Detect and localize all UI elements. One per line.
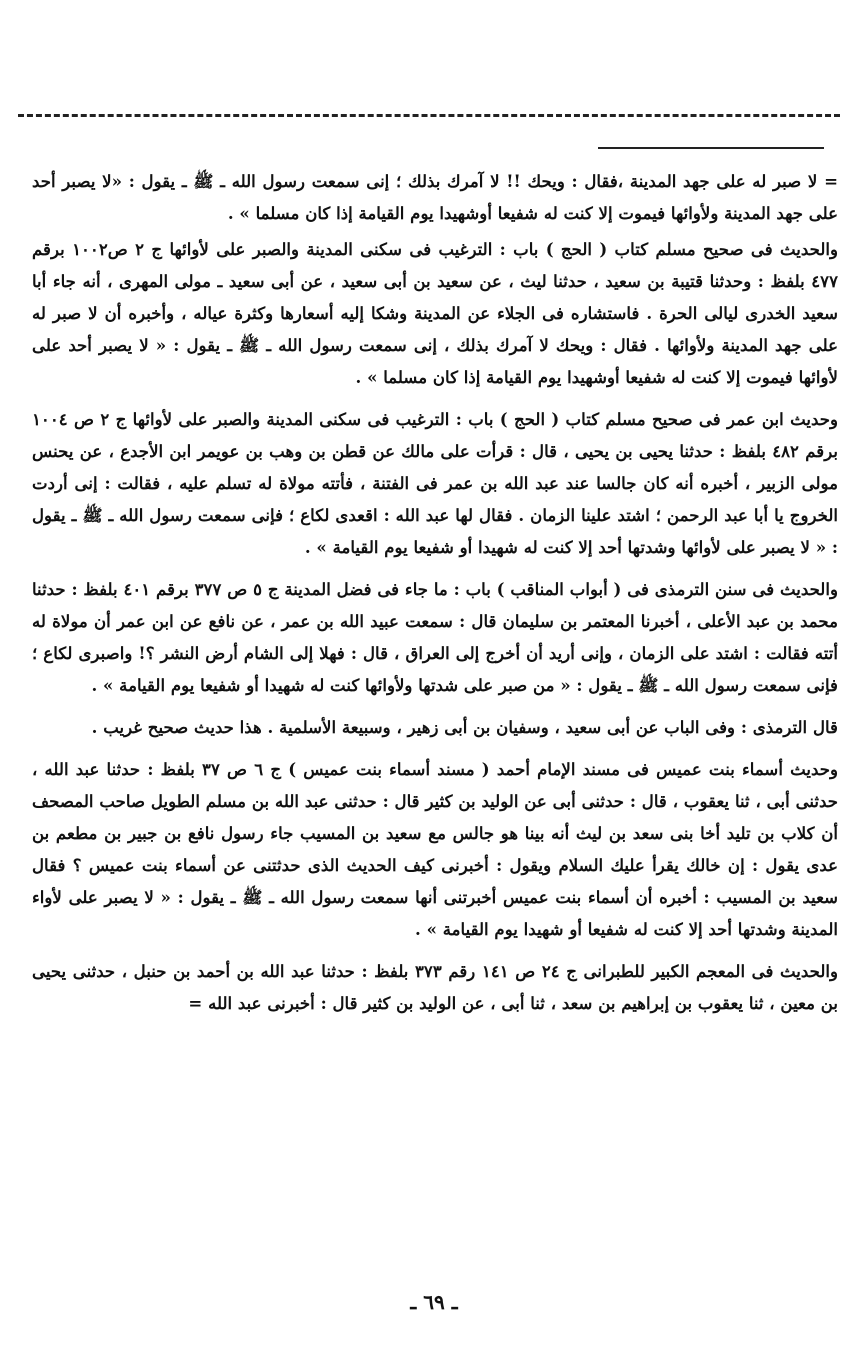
- footnote-paragraph: والحديث فى المعجم الكبير للطبرانى ج ٢٤ ص ١٤١ رقم ٣٧٣ بلفظ : حدثنا عبد الله بن أحمد بن حنبل ، حدثنى يحيى بن معين ، ثنا يعقوب بن إبراهيم بن سعد ، ثنا أبى ، عن الوليد بن كثير قال : أخبرنى عبد الله =: [32, 961, 838, 1013]
- footnote-paragraph: = لا صبر له على جهد المدينة ،فقال : ويحك !! لا آمرك بذلك ؛ إنى سمعت رسول الله ـ ﷺ ـ يقول : «لا يصبر أحد على جهد المدينة ولأوائها فيموت إلا كنت له شفيعا أوشهيدا يوم القيامة إذا كان مسلما » .: [32, 171, 838, 223]
- footnote-paragraph: والحديث فى سنن الترمذى فى ( أبواب المناقب ) باب : ما جاء فى فضل المدينة ج ٥ ص ٣٧٧ برقم ٤٠١ بلفظ : حدثنا محمد بن عبد الأعلى ، أخبرنا المعتمر بن سليمان قال : سمعت عبيد الله بن عمر ، عن نافع عن ابن عمر أن مولاة له أتته فقالت : اشتد على الزمان ، وإنى أريد أن أخرج إلى العراق ، قال : فهلا إلى الشام أرض النشر ؟! واصبرى لكاع ؛ فإنى سمعت رسول الله ـ ﷺ ـ يقول : « من صبر على شدتها ولأوائها كنت له شهيدا أو شفيعا يوم القيامة » .: [32, 579, 838, 695]
- footnote-paragraph: والحديث فى صحيح مسلم كتاب ( الحج ) باب : الترغيب فى سكنى المدينة والصبر على لأوائها ج ٢ ص١٠٠٢ برقم ٤٧٧ بلفظ : وحدثنا قتيبة بن سعيد ، حدثنا ليث ، عن سعيد بن أبى سعيد ، عن أبى سعيد ـ مولى المهرى ، أنه جاء أبا سعيد الخدرى ليالى الحرة . فاستشاره فى الجلاء عن المدينة وشكا إليه أسعارها وكثرة عياله ، وأخبره أن لا صبر له على جهد المدينة ولأوائها . فقال : ويحك لا آمرك بذلك ، إنى سمعت رسول الله ـ ﷺ ـ يقول : « لا يصبر أحد على لأوائها فيموت إلا كنت له شفيعا أوشهيدا يوم القيامة إذا كان مسلما » .: [32, 239, 839, 387]
- footnote-paragraph: وحديث ابن عمر فى صحيح مسلم كتاب ( الحج ) باب : الترغيب فى سكنى المدينة والصبر على لأوائها ج ٢ ص ١٠٠٤ برقم ٤٨٢ بلفظ : حدثنا يحيى بن يحيى ، قال : قرأت على مالك عن قطن بن وهب بن عويمر ابن الأجدع ، عن يحنس مولى الزبير ، أخبره أنه كان جالسا عند عبد الله بن عمر فى الفتنة ، فأتته مولاة له تسلم عليه ، فقالت : إنى أردت الخروج يا أبا عبد الرحمن ؛ اشتد علينا الزمان . فقال لها عبد الله : اقعدى لكاع ؛ فإنى سمعت رسول الله ـ ﷺ ـ يقول : « لا يصبر على لأوائها وشدتها أحد إلا كنت له شهيدا أو شفيعا يوم القيامة » .: [32, 409, 838, 557]
- page-number: ـ ٦٩ ـ: [410, 1290, 458, 1314]
- footnote-separator-rule: [598, 147, 824, 149]
- footnote-paragraph: وحديث أسماء بنت عميس فى مسند الإمام أحمد ( مسند أسماء بنت عميس ) ج ٦ ص ٣٧ بلفظ : حدثنا عبد الله ، حدثنى أبى ، ثنا يعقوب ، قال : حدثنى أبى عن الوليد بن كثير قال : حدثنى عبد الله بن مسلم الطويل صاحب المصحف أن كلاب بن تليد أخا بنى سعد بن ليث أنه بينا هو جالس مع سعيد بن المسيب جاء رسول نافع بن جبير بن مطعم بن عدى يقول : إن خالك يقرأ عليك السلام ويقول : أخبرنى كيف الحديث الذى حدثتنى عن أسماء بنت عميس ؟ فقال سعيد بن المسيب : أخبره أن أسماء بنت عميس أخبرتنى أنها سمعت رسول الله ـ ﷺ ـ يقول : « لا يصبر على لأواء المدينة وشدتها أحد إلا كنت له شفيعا أو شهيدا يوم القيامة » .: [32, 759, 839, 939]
- footnote-body: [32, 165, 838, 1029]
- footnote-paragraph: قال الترمذى : وفى الباب عن أبى سعيد ، وسفيان بن أبى زهير ، وسبيعة الأسلمية . هذا حديث صحيح غريب .: [91, 717, 838, 737]
- header-dashed-rule: [18, 114, 840, 117]
